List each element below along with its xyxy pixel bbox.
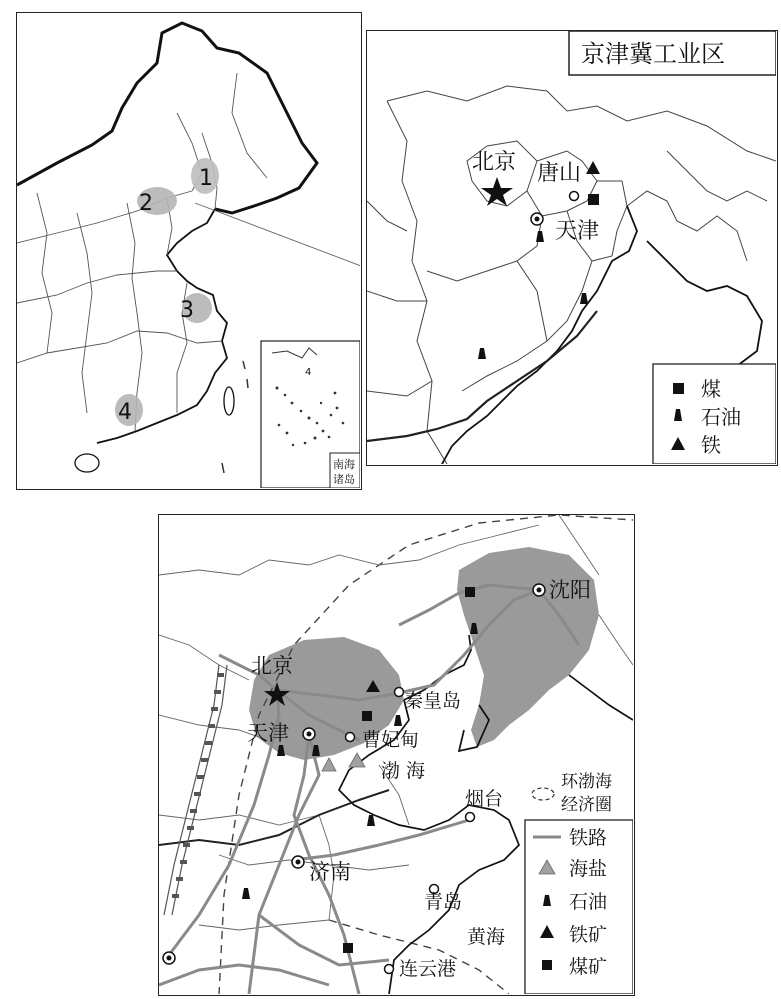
inset-label-2: 诸岛 — [333, 473, 355, 486]
hainan-island — [75, 454, 99, 472]
great-wall — [164, 665, 227, 915]
svg-text:1: 1 — [199, 166, 213, 191]
svg-text:铁: 铁 — [701, 433, 721, 457]
svg-text:海盐: 海盐 — [569, 858, 608, 880]
province-boundaries — [17, 73, 267, 431]
city-tangshan — [537, 161, 581, 201]
svg-text:煤矿: 煤矿 — [569, 956, 608, 978]
coal-mine-symbol — [362, 711, 372, 721]
sea-salt-symbol — [322, 758, 336, 771]
jingjinji-map — [367, 31, 776, 464]
svg-text:天津: 天津 — [555, 219, 600, 244]
sea-label-huanghai: 黄海 — [467, 926, 506, 948]
capital-star-icon — [481, 177, 513, 206]
svg-text:4: 4 — [118, 400, 132, 425]
oil-symbol — [478, 348, 486, 359]
svg-text:曹妃甸: 曹妃甸 — [362, 729, 420, 751]
region-marker-2 — [137, 187, 177, 216]
zone-legend — [532, 772, 612, 815]
city-qinhuangdao — [395, 688, 462, 713]
city-lianyungang — [385, 958, 457, 980]
sea-label-bohai: 渤 海 — [381, 760, 426, 782]
liaozhong-nan-zone — [457, 547, 599, 747]
svg-text:3: 3 — [180, 298, 194, 323]
region-marker-1 — [191, 158, 219, 194]
svg-text:天津: 天津 — [247, 721, 289, 745]
dashed-ellipse-icon — [532, 788, 554, 800]
coastline — [442, 206, 637, 464]
svg-text:烟台: 烟台 — [465, 788, 504, 810]
inset-marker: 4 — [305, 367, 312, 378]
city-yantai — [465, 788, 503, 822]
map-title: 京津冀工业区 — [581, 40, 725, 68]
inset-label-1: 南海 — [333, 458, 355, 471]
city-unnamed — [163, 952, 175, 964]
coastline-east — [569, 675, 633, 720]
coal-mine-symbol — [465, 587, 475, 597]
oil-symbol — [536, 231, 544, 242]
coal-mine-symbol — [343, 943, 353, 953]
coastal-islets — [222, 361, 248, 473]
svg-text:秦皇岛: 秦皇岛 — [404, 690, 462, 712]
svg-text:石油: 石油 — [701, 405, 741, 429]
oil-symbol — [367, 815, 375, 826]
svg-text:煤: 煤 — [701, 377, 721, 401]
jingjinji-map-panel — [366, 30, 778, 466]
river — [367, 311, 597, 441]
iron-symbol — [586, 161, 600, 174]
great-wall-marks — [172, 673, 224, 898]
svg-text:北京: 北京 — [472, 150, 517, 175]
svg-text:2: 2 — [139, 191, 153, 216]
svg-text:石油: 石油 — [569, 891, 608, 913]
callout-line — [195, 203, 360, 269]
oil-symbol — [394, 715, 402, 726]
svg-text:唐山: 唐山 — [537, 161, 582, 186]
bohai-map-panel — [158, 514, 635, 996]
svg-text:铁矿: 铁矿 — [569, 924, 608, 946]
svg-text:北京: 北京 — [251, 654, 293, 678]
region-marker-4 — [115, 394, 143, 426]
svg-text:铁路: 铁路 — [569, 827, 608, 849]
svg-text:沈阳: 沈阳 — [549, 578, 591, 602]
region-marker-3 — [180, 293, 212, 323]
bohai-map — [159, 515, 633, 994]
city-jinan — [292, 856, 351, 884]
svg-text:济南: 济南 — [309, 860, 351, 884]
coal-mine-square-icon — [542, 960, 552, 970]
svg-text:连云港: 连云港 — [399, 958, 457, 980]
svg-text:经济圈: 经济圈 — [561, 795, 612, 815]
oil-symbol — [242, 888, 250, 899]
city-qingdao — [424, 885, 462, 914]
svg-text:青岛: 青岛 — [424, 891, 463, 913]
coal-symbol — [588, 194, 599, 205]
city-beijing — [472, 150, 516, 206]
svg-text:环渤海: 环渤海 — [561, 772, 612, 792]
china-border-north — [17, 23, 317, 213]
taiwan-island — [224, 387, 234, 415]
china-map — [17, 13, 360, 488]
coal-square-icon — [673, 383, 684, 394]
oil-symbol — [580, 293, 588, 304]
china-map-panel — [16, 12, 362, 490]
